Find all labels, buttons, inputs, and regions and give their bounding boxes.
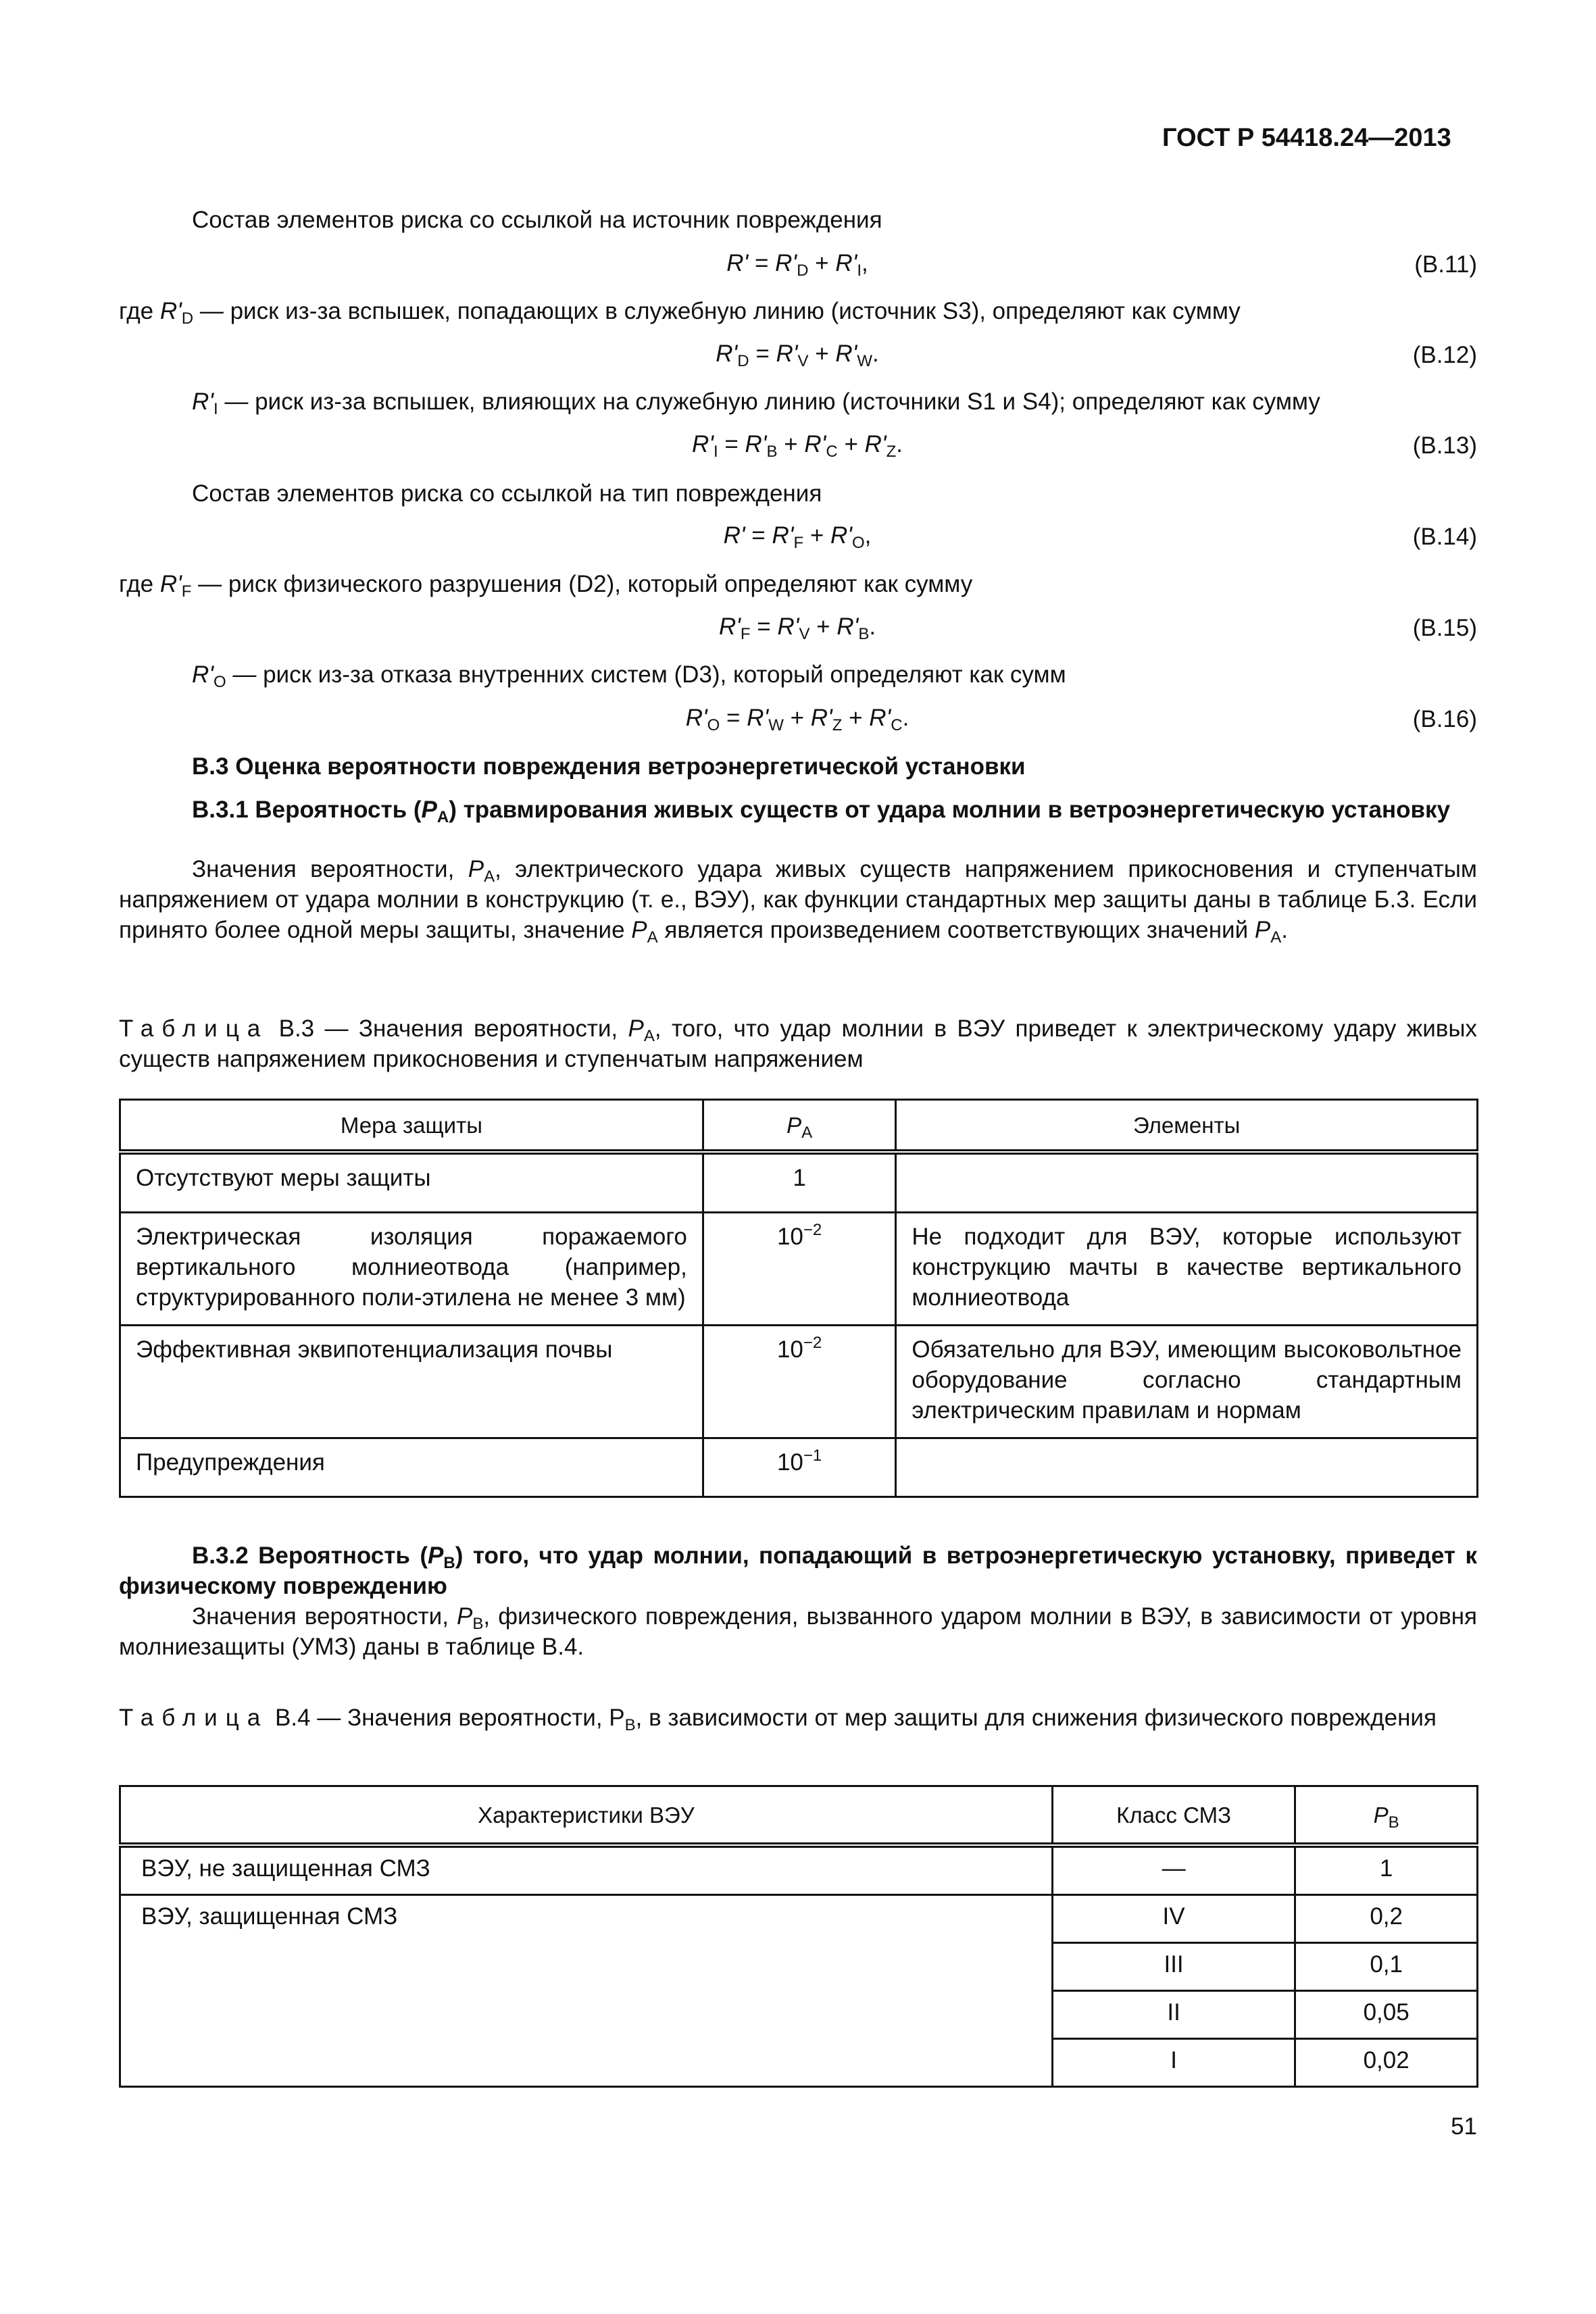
table-b3-caption: Таблица В.3 — Значения вероятности, $P_A$, того, что удар молнии в ВЭУ приведет к электрическому удару живых существ напряжением прикосновения и ступенчатым напряжением: [119, 1015, 1478, 1072]
table-cell: 0,05: [1295, 1991, 1478, 2039]
table-cell: III: [1052, 1943, 1295, 1991]
table-cell: 0,02: [1295, 2039, 1478, 2087]
paragraph-ri-definition: $R'_I$ — риск из-за вспышек, влияющих на служебную линию (источники S1 и S4); определяют как сумму: [192, 388, 1320, 418]
table-row: [120, 1152, 1478, 1213]
table-header-row: [120, 1786, 1478, 1846]
equation-number: (В.13): [1412, 432, 1477, 459]
table-cell: ВЭУ, не защищенная СМЗ: [120, 1845, 1053, 1895]
table-cell: 0,2: [1295, 1895, 1478, 1943]
table-cell: 1: [1295, 1845, 1478, 1895]
column-header-measure: Мера защиты: [120, 1100, 703, 1153]
equation-b16: $R'_O = R'_W + R'_Z + R'_C$.: [685, 705, 909, 734]
table-cell: [896, 1438, 1478, 1497]
equation-number: (В.15): [1412, 615, 1477, 641]
table-cell: ВЭУ, защищенная СМЗ: [120, 1895, 1053, 2087]
column-header-pb: $P_B$: [1295, 1786, 1478, 1846]
equation-b14: $R' = R'_F + R'_O$,: [723, 522, 872, 552]
equation-b13: $R'_I = R'_B + R'_C + R'_Z$.: [692, 431, 903, 461]
table-row: [120, 1895, 1478, 1943]
table-cell: II: [1052, 1991, 1295, 2039]
table-cell: Обязательно для ВЭУ, имеющим высоковольтное оборудование согласно стандартным электрическим правилам и нормам: [896, 1326, 1478, 1438]
table-cell: $10^{-2}$: [703, 1326, 896, 1438]
table-cell: Эффективная эквипотенциализация почвы: [120, 1326, 703, 1438]
paragraph-risk-source: Состав элементов риска со ссылкой на источник повреждения: [192, 207, 882, 233]
paragraph-rd-definition: где $R'_D$ — риск из-за вспышек, попадающих в служебную линию (источник S3), определяют как сумму: [119, 298, 1241, 328]
table-row: [120, 1438, 1478, 1497]
subsection-heading-b32: В.3.2 Вероятность $(P_B)$ того, что удар молнии, попадающий в ветроэнергетическую установку, приведет к физическому повреждению: [119, 1542, 1477, 1599]
table-cell: $10^{-2}$: [703, 1213, 896, 1326]
equation-number: (В.12): [1412, 342, 1477, 368]
document-header: ГОСТ Р 54418.24—2013: [1162, 124, 1451, 152]
paragraph-b31-text: Значения вероятности, $P_A$, электрического удара живых существ напряжением прикосновения и ступенчатым напряжением от удара молнии в конструкцию (т. е., ВЭУ), как функции стандартных мер защиты даны в таблице Б.3. Если принято более одной меры защиты, значение $P_A$ является произведением соответствующих значений $P_A$.: [119, 856, 1477, 947]
table-cell: [896, 1152, 1478, 1213]
table-cell: IV: [1052, 1895, 1295, 1943]
table-cell: 0,1: [1295, 1943, 1478, 1991]
table-cell: —: [1052, 1845, 1295, 1895]
equation-b15: $R'_F = R'_V + R'_B$.: [718, 613, 876, 643]
column-header-characteristics: Характеристики ВЭУ: [120, 1786, 1053, 1846]
table-cell: $10^{-1}$: [703, 1438, 896, 1497]
table-cell: 1: [703, 1152, 896, 1213]
equation-b11: $R' = R'_D + R'_I$,: [726, 250, 868, 280]
column-header-pa: $P_A$: [703, 1100, 896, 1153]
equation-b12: $R'_D = R'_V + R'_W$.: [716, 341, 879, 370]
paragraph-rf-definition: где $R'_F$ — риск физического разрушения (D2), который определяют как сумму: [119, 571, 973, 601]
equation-number: (В.14): [1412, 524, 1477, 550]
column-header-elements: Элементы: [896, 1100, 1478, 1153]
table-header-row: [120, 1100, 1478, 1153]
table-row: [120, 1213, 1478, 1326]
table-b4-caption: Таблица В.4 — Значения вероятности, $Р_B$, в зависимости от мер защиты для снижения физического повреждения: [119, 1705, 1437, 1734]
table-cell: Электрическая изоляция поражаемого вертикального молниеотвода (например, структурированного поли-этилена не менее 3 мм): [120, 1213, 703, 1326]
table-cell: I: [1052, 2039, 1295, 2087]
table-cell: Не подходит для ВЭУ, которые используют конструкцию мачты в качестве вертикального молниеотвода: [896, 1213, 1478, 1326]
paragraph-b32-text: Значения вероятности, $P_B$, физического повреждения, вызванного ударом молнии в ВЭУ, в зависимости от уровня молниезащиты (УМЗ) даны в таблице В.4.: [119, 1603, 1477, 1660]
paragraph-ro-definition: $R'_O$ — риск из-за отказа внутренних систем (D3), который определяют как сумм: [192, 661, 1066, 691]
equation-number: (В.11): [1414, 251, 1477, 278]
table-cell: Предупреждения: [120, 1438, 703, 1497]
table-b3: [119, 1099, 1478, 1498]
page-number: 51: [1451, 2113, 1477, 2140]
subsection-heading-b31: В.3.1 Вероятность $(P_A)$ травмирования живых существ от удара молнии в ветроэнергетическую установку: [192, 797, 1451, 826]
equation-number: (В.16): [1412, 706, 1477, 732]
table-row: [120, 1326, 1478, 1438]
table-b4: [119, 1785, 1478, 2088]
paragraph-risk-type: Состав элементов риска со ссылкой на тип повреждения: [192, 480, 822, 507]
table-row: [120, 1845, 1478, 1895]
column-header-class: Класс СМЗ: [1052, 1786, 1295, 1846]
table-cell: Отсутствуют меры защиты: [120, 1152, 703, 1213]
section-heading-b3: В.3 Оценка вероятности повреждения ветроэнергетической установки: [192, 753, 1026, 780]
